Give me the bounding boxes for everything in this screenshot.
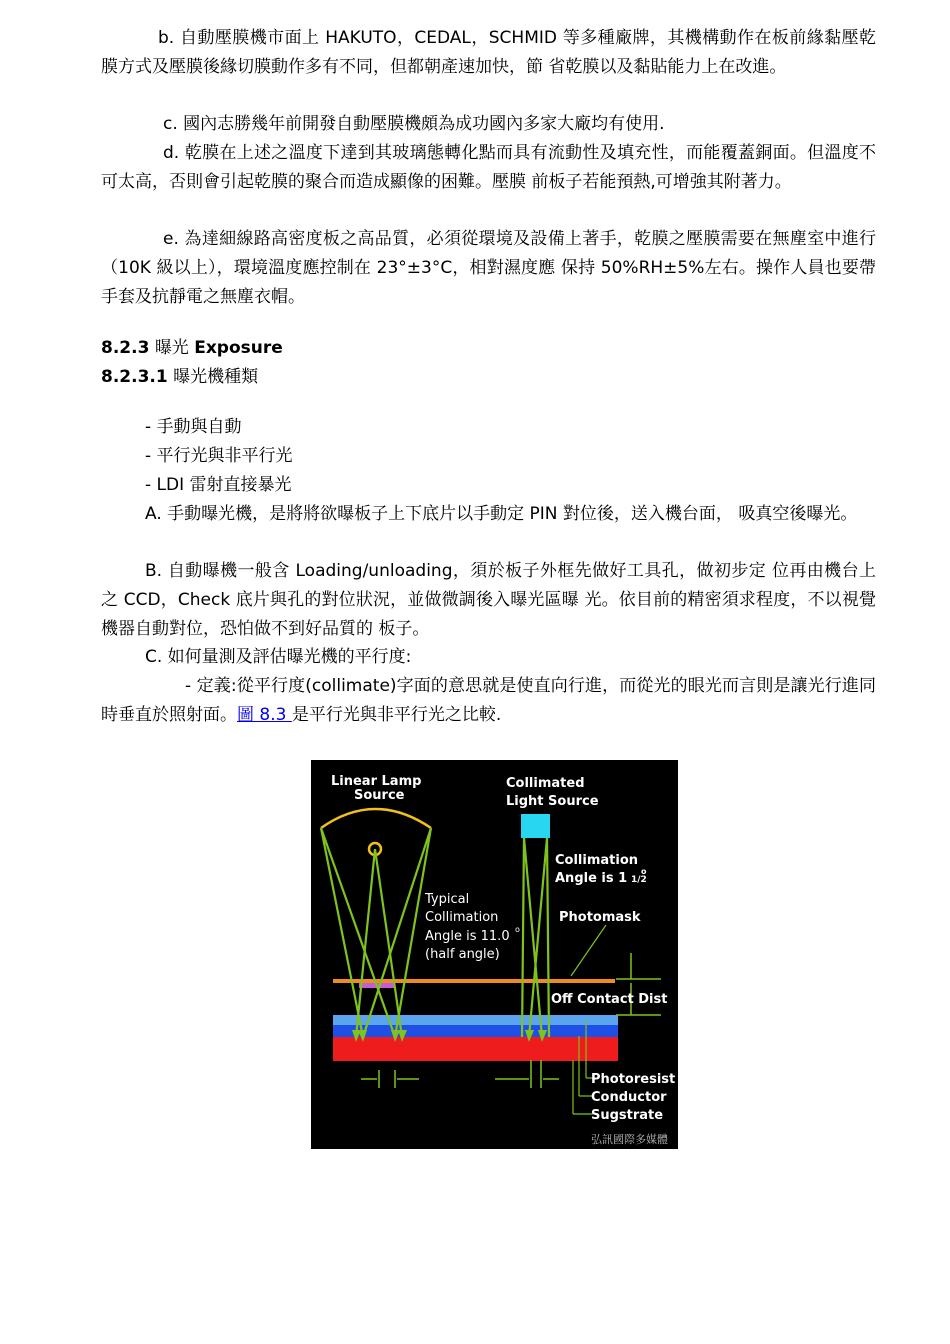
paragraph-d <box>101 139 876 197</box>
off-contact-label: Off Contact Dist <box>551 992 668 1007</box>
collimation-angle-label: Collimation <box>555 853 639 868</box>
typical-angle-label: Typical <box>425 892 470 907</box>
collimation-diagram <box>311 760 678 1149</box>
linear-lamp-rays <box>321 828 431 1037</box>
collimation-figure <box>311 760 678 1149</box>
typical-angle-label-2: Collimation <box>425 910 499 925</box>
paragraph-B-text: B. 自動曝機一般含 Loading/unloading，須於板子外框先做好工具孔，做初步定 位再由機台上之 CCD，Check 底片與孔的對位狀況，並做微調後入曝光區曝 光。依目前的精密須求程度，不以視覺機器自動對位，恐怕做不到好品質的 板子。 <box>101 561 876 639</box>
subsection-heading <box>101 363 258 392</box>
linear-lamp-label: Linear Lamp <box>331 774 422 789</box>
paragraph-c <box>101 110 876 139</box>
watermark: 弘訊國際多媒體 <box>591 1133 668 1146</box>
collimated-source-label-2: Light Source <box>506 794 599 809</box>
paragraph-A-text: A. 手動曝光機，是將將欲曝板子上下底片以手動定 PIN 對位後，送入機台面， 吸真空後曝光。 <box>145 504 858 524</box>
paragraph-A <box>101 500 876 529</box>
paragraph-d-text: d. 乾膜在上述之溫度下達到其玻璃態轉化點而具有流動性及填充性，而能覆蓋銅面。但溫度不可太高，否則會引起乾膜的聚合而造成顯像的困難。壓膜 前板子若能預熱,可增強其附著力。 <box>101 143 876 192</box>
paragraph-e-text: e. 為達細線路高密度板之高品質，必須從環境及設備上著手，乾膜之壓膜需要在無塵室中進行（10K 級以上），環境溫度應控制在 23°±3°C，相對濕度應 保持 50%RH±5%左右。操作人員也要帶手套及抗靜電之無塵衣帽。 <box>101 229 876 307</box>
paragraph-b <box>101 24 876 82</box>
conductor-layer <box>333 1024 618 1037</box>
list-item: - 手動與自動 <box>145 417 242 437</box>
photomask-label: Photomask <box>559 910 641 925</box>
paragraph-e <box>101 225 876 312</box>
collimated-source <box>521 814 550 838</box>
list-item: - 平行光與非平行光 <box>145 446 293 466</box>
conductor-label: Conductor <box>591 1090 667 1105</box>
section-title-cn: 曝光 <box>154 338 189 358</box>
collimation-angle-fraction: 1/2 <box>631 875 647 885</box>
linear-lamp-reflector <box>321 809 431 828</box>
paragraph-C-text: C. 如何量測及評估曝光機的平行度: <box>145 647 412 667</box>
list-item: - LDI 雷射直接暴光 <box>145 475 292 495</box>
subsection-title: 曝光機種類 <box>173 367 259 387</box>
paragraph-B <box>101 557 876 644</box>
collimation-angle-value: Angle is 1 <box>555 871 628 886</box>
substrate-label: Sugstrate <box>591 1108 664 1123</box>
typical-angle-degree: o <box>515 925 520 934</box>
linear-lamp-label-2: Source <box>354 788 405 803</box>
definition-text-end: 是平行光與非平行光之比較. <box>291 705 502 725</box>
collimated-source-label: Collimated <box>506 776 585 791</box>
subsection-number: 8.2.3.1 <box>101 367 168 387</box>
paragraph-C <box>101 643 876 672</box>
substrate-layer <box>333 1036 618 1061</box>
figure-8-3-link[interactable]: 圖 8.3 <box>237 705 292 725</box>
section-heading <box>101 334 283 363</box>
section-number: 8.2.3 <box>101 338 150 358</box>
collimation-angle-degree: o <box>641 867 647 876</box>
typical-angle-value: Angle is 11.0 <box>425 929 510 944</box>
definition-text: - 定義:從平行度(collimate)字面的意思就是使直向行進，而從光的眼光而言則是讓光行進同時垂直於照射面。 <box>101 676 876 725</box>
photoresist-layer <box>333 1015 618 1025</box>
photoresist-label: Photoresist <box>591 1072 676 1087</box>
definition-paragraph <box>101 672 876 730</box>
half-angle-label: (half angle) <box>425 947 500 962</box>
section-title-en: Exposure <box>194 338 283 358</box>
collimated-rays <box>522 838 549 1037</box>
paragraph-c-text: c. 國內志勝幾年前開發自動壓膜機頗為成功國內多家大廠均有使用. <box>163 114 665 134</box>
paragraph-b-text: b. 自動壓膜機市面上 HAKUTO，CEDAL，SCHMID 等多種廠牌，其機構動作在板前緣黏壓乾膜方式及壓膜後緣切膜動作多有不同，但都朝產速加快，節 省乾膜以及黏貼能力上在改進。 <box>101 28 876 77</box>
